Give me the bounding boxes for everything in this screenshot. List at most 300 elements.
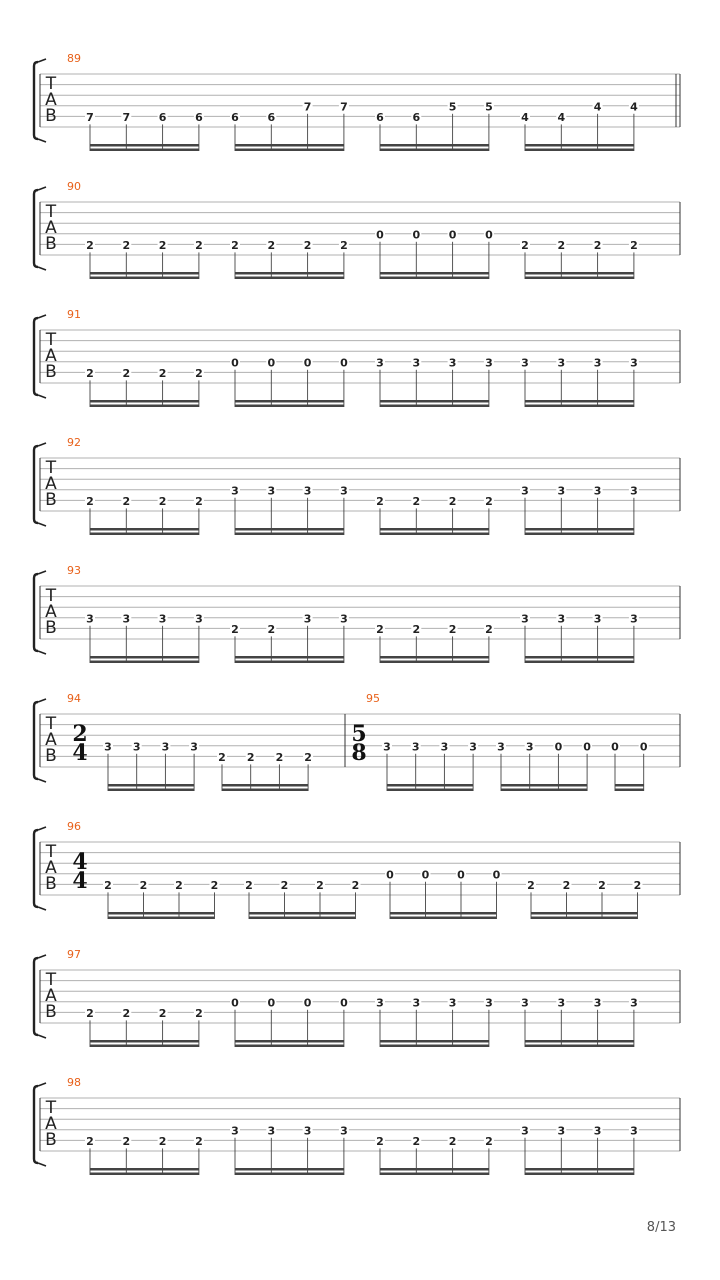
fret-number: 3	[412, 356, 421, 370]
fret-number: 2	[376, 494, 384, 508]
beam-primary	[615, 789, 644, 792]
system-bracket	[34, 574, 38, 651]
beam-primary	[380, 1173, 489, 1176]
bracket-top-hook	[38, 59, 46, 62]
beam-secondary	[525, 528, 634, 531]
beam-primary	[235, 661, 344, 664]
fret-number: 2	[158, 494, 167, 508]
tab-clef-letter: T	[45, 458, 57, 478]
tab-system	[34, 180, 680, 279]
beam-secondary	[235, 1168, 344, 1171]
bracket-bottom-hook	[38, 1163, 46, 1166]
measure-number: 94	[67, 692, 81, 705]
beam-primary	[235, 149, 344, 152]
tab-clef-letter: T	[45, 330, 57, 350]
fret-number: 2	[158, 1134, 167, 1148]
system-bracket	[34, 318, 38, 395]
system-bracket	[34, 1086, 38, 1163]
fret-number: 2	[158, 366, 167, 380]
tab-clef-letter: T	[45, 970, 57, 990]
fret-number: 7	[340, 100, 348, 114]
fret-number: 2	[562, 878, 571, 892]
fret-number: 3	[104, 740, 112, 754]
fret-number: 0	[492, 868, 501, 882]
fret-number: 6	[158, 110, 167, 124]
fret-number: 3	[557, 612, 566, 626]
time-signature-denominator: 4	[72, 868, 88, 894]
fret-number: 3	[521, 1124, 529, 1138]
beam-secondary	[90, 144, 199, 147]
tab-clef-letter: A	[45, 218, 57, 238]
beam-secondary	[90, 1040, 199, 1043]
bracket-top-hook	[38, 955, 46, 958]
fret-number: 3	[593, 1124, 602, 1138]
beam-primary	[380, 661, 489, 664]
bracket-top-hook	[38, 443, 46, 446]
fret-number: 3	[485, 996, 493, 1010]
fret-number: 2	[630, 238, 638, 252]
fret-number: 2	[231, 238, 239, 252]
fret-number: 3	[267, 484, 276, 498]
beam-primary	[90, 533, 199, 536]
bracket-top-hook	[38, 699, 46, 702]
tab-clef-letter: B	[45, 362, 57, 382]
beam-secondary	[90, 400, 199, 403]
fret-number: 0	[448, 228, 457, 242]
fret-number: 3	[630, 1124, 638, 1138]
beam-secondary	[615, 784, 644, 787]
fret-number: 0	[412, 228, 421, 242]
tab-clef-letter: B	[45, 490, 57, 510]
tab-clef-letter: B	[45, 618, 57, 638]
fret-number: 3	[448, 996, 457, 1010]
beam-secondary	[235, 1040, 344, 1043]
fret-number: 0	[303, 996, 312, 1010]
fret-number: 0	[267, 356, 276, 370]
fret-number: 2	[304, 750, 312, 764]
fret-number: 2	[340, 238, 348, 252]
tab-system	[34, 820, 680, 919]
fret-number: 3	[411, 740, 420, 754]
beam-secondary	[380, 656, 489, 659]
fret-number: 2	[412, 1134, 421, 1148]
fret-number: 2	[122, 494, 131, 508]
beam-primary	[390, 917, 497, 920]
beam-secondary	[380, 1168, 489, 1171]
fret-number: 2	[245, 878, 253, 892]
bracket-bottom-hook	[38, 523, 46, 526]
fret-number: 0	[485, 228, 493, 242]
fret-number: 4	[521, 110, 529, 124]
fret-number: 5	[448, 100, 457, 114]
tab-clef-letter: T	[45, 842, 57, 862]
beam-secondary	[380, 1040, 489, 1043]
bracket-bottom-hook	[38, 907, 46, 910]
beam-primary	[222, 789, 308, 792]
fret-number: 7	[122, 110, 131, 124]
fret-number: 2	[122, 1006, 131, 1020]
fret-number: 0	[421, 868, 430, 882]
fret-number: 0	[267, 996, 276, 1010]
beam-secondary	[531, 912, 638, 915]
fret-number: 2	[218, 750, 226, 764]
measure-number: 96	[67, 820, 81, 833]
tab-clef-letter: B	[45, 874, 57, 894]
fret-number: 2	[158, 1006, 167, 1020]
beam-primary	[380, 533, 489, 536]
tab-clef-letter: B	[45, 234, 57, 254]
beam-primary	[235, 533, 344, 536]
tab-clef-letter: T	[45, 202, 57, 222]
fret-number: 3	[340, 484, 348, 498]
fret-number: 0	[583, 740, 591, 754]
tab-system	[34, 1076, 680, 1175]
beam-primary	[525, 533, 634, 536]
fret-number: 3	[593, 484, 602, 498]
bracket-top-hook	[38, 571, 46, 574]
fret-number: 0	[639, 740, 648, 754]
fret-number: 2	[280, 878, 289, 892]
measure-number: 91	[67, 308, 81, 321]
beam-secondary	[525, 1168, 634, 1171]
fret-number: 2	[485, 622, 493, 636]
fret-number: 2	[104, 878, 112, 892]
page-number: 8/13	[646, 1220, 676, 1235]
fret-number: 2	[275, 750, 284, 764]
bracket-bottom-hook	[38, 139, 46, 142]
time-signature-numerator: 4	[72, 849, 88, 875]
beam-secondary	[380, 528, 489, 531]
tab-clef-letter: A	[45, 602, 57, 622]
beam-primary	[235, 405, 344, 408]
tab-clef-letter: A	[45, 346, 57, 366]
fret-number: 0	[303, 356, 312, 370]
tab-clef-letter: A	[45, 1114, 57, 1134]
system-bracket	[34, 830, 38, 907]
fret-number: 2	[175, 878, 183, 892]
beam-secondary	[222, 784, 308, 787]
fret-number: 3	[86, 612, 94, 626]
fret-number: 3	[593, 996, 602, 1010]
fret-number: 3	[190, 740, 198, 754]
fret-number: 2	[195, 366, 203, 380]
fret-number: 3	[231, 1124, 239, 1138]
fret-number: 0	[457, 868, 465, 882]
beam-secondary	[380, 400, 489, 403]
bracket-top-hook	[38, 315, 46, 318]
fret-number: 3	[303, 612, 312, 626]
fret-number: 2	[485, 1134, 493, 1148]
fret-number: 7	[303, 100, 312, 114]
time-signature-denominator: 8	[351, 740, 367, 766]
fret-number: 3	[412, 996, 421, 1010]
fret-number: 3	[231, 484, 239, 498]
fret-number: 2	[303, 238, 312, 252]
beam-secondary	[525, 144, 634, 147]
beam-primary	[90, 1173, 199, 1176]
beam-primary	[525, 661, 634, 664]
fret-number: 2	[86, 1134, 94, 1148]
tab-clef-letter: T	[45, 74, 57, 94]
system-bracket	[34, 190, 38, 267]
system-bracket	[34, 62, 38, 139]
tab-clef-letter: T	[45, 586, 57, 606]
beam-primary	[90, 405, 199, 408]
time-signature-numerator: 2	[72, 721, 88, 747]
measure-number: 97	[67, 948, 81, 961]
fret-number: 2	[412, 494, 421, 508]
fret-number: 6	[267, 110, 276, 124]
beam-secondary	[525, 272, 634, 275]
fret-number: 3	[630, 612, 638, 626]
fret-number: 3	[469, 740, 477, 754]
fret-number: 2	[527, 878, 535, 892]
fret-number: 3	[630, 356, 638, 370]
system-bracket	[34, 702, 38, 779]
system-bracket	[34, 446, 38, 523]
tab-system	[34, 436, 680, 535]
fret-number: 6	[231, 110, 239, 124]
beam-secondary	[380, 272, 489, 275]
beam-secondary	[90, 1168, 199, 1171]
measure-number: 95	[366, 692, 380, 705]
bracket-bottom-hook	[38, 651, 46, 654]
fret-number: 2	[267, 238, 276, 252]
fret-number: 2	[86, 366, 94, 380]
tab-clef-letter: B	[45, 106, 57, 126]
fret-number: 3	[158, 612, 167, 626]
tab-clef-letter: T	[45, 1098, 57, 1118]
fret-number: 3	[161, 740, 170, 754]
fret-number: 2	[195, 1134, 203, 1148]
fret-number: 2	[485, 494, 493, 508]
beam-secondary	[90, 528, 199, 531]
fret-number: 3	[557, 996, 566, 1010]
beam-secondary	[235, 144, 344, 147]
time-signature-denominator: 4	[72, 740, 88, 766]
tab-system	[34, 948, 680, 1047]
measure-number: 89	[67, 52, 81, 65]
fret-number: 2	[122, 238, 131, 252]
beam-secondary	[525, 656, 634, 659]
fret-number: 2	[158, 238, 167, 252]
beam-secondary	[501, 784, 587, 787]
bracket-top-hook	[38, 187, 46, 190]
fret-number: 4	[593, 100, 602, 114]
beam-secondary	[90, 272, 199, 275]
tab-clef-letter: B	[45, 1130, 57, 1150]
fret-number: 3	[497, 740, 505, 754]
time-signature-numerator: 5	[351, 721, 367, 747]
beam-secondary	[235, 400, 344, 403]
beam-primary	[525, 405, 634, 408]
fret-number: 3	[448, 356, 457, 370]
fret-number: 2	[598, 878, 606, 892]
fret-number: 0	[386, 868, 394, 882]
fret-number: 2	[557, 238, 566, 252]
fret-number: 3	[593, 356, 602, 370]
fret-number: 2	[448, 622, 457, 636]
measure-number: 93	[67, 564, 81, 577]
fret-number: 3	[521, 484, 529, 498]
bracket-top-hook	[38, 827, 46, 830]
fret-number: 2	[448, 1134, 457, 1148]
beam-primary	[380, 1045, 489, 1048]
bracket-bottom-hook	[38, 395, 46, 398]
fret-number: 2	[316, 878, 324, 892]
tab-clef-letter: T	[45, 714, 57, 734]
tab-system	[34, 564, 680, 663]
beam-secondary	[108, 784, 194, 787]
fret-number: 0	[376, 228, 384, 242]
fret-number: 0	[231, 356, 239, 370]
fret-number: 0	[340, 356, 348, 370]
fret-number: 3	[521, 612, 529, 626]
tab-system	[34, 308, 680, 407]
tab-clef-letter: A	[45, 730, 57, 750]
beam-secondary	[249, 912, 356, 915]
fret-number: 2	[122, 1134, 131, 1148]
fret-number: 2	[412, 622, 421, 636]
fret-number: 3	[557, 484, 566, 498]
fret-number: 3	[593, 612, 602, 626]
fret-number: 2	[633, 878, 642, 892]
beam-primary	[235, 1045, 344, 1048]
fret-number: 2	[448, 494, 457, 508]
beam-primary	[387, 789, 473, 792]
fret-number: 3	[376, 356, 384, 370]
beam-secondary	[390, 912, 497, 915]
fret-number: 3	[521, 356, 529, 370]
fret-number: 3	[340, 612, 348, 626]
fret-number: 2	[267, 622, 276, 636]
beam-primary	[90, 277, 199, 280]
bracket-bottom-hook	[38, 267, 46, 270]
fret-number: 2	[351, 878, 360, 892]
beam-primary	[380, 277, 489, 280]
fret-number: 6	[412, 110, 421, 124]
beam-secondary	[235, 272, 344, 275]
fret-number: 2	[86, 238, 94, 252]
tab-clef-letter: B	[45, 1002, 57, 1022]
beam-primary	[531, 917, 638, 920]
fret-number: 2	[376, 622, 384, 636]
fret-number: 3	[630, 996, 638, 1010]
fret-number: 2	[195, 494, 203, 508]
beam-primary	[249, 917, 356, 920]
fret-number: 0	[611, 740, 619, 754]
beam-primary	[380, 405, 489, 408]
fret-number: 3	[383, 740, 391, 754]
fret-number: 2	[210, 878, 219, 892]
beam-secondary	[108, 912, 215, 915]
fret-number: 3	[557, 356, 566, 370]
beam-primary	[525, 149, 634, 152]
measure-number: 98	[67, 1076, 81, 1089]
fret-number: 3	[557, 1124, 566, 1138]
fret-number: 0	[340, 996, 348, 1010]
beam-primary	[380, 149, 489, 152]
tab-system	[34, 692, 680, 791]
fret-number: 0	[554, 740, 563, 754]
fret-number: 7	[86, 110, 94, 124]
tab-clef-letter: A	[45, 858, 57, 878]
fret-number: 3	[340, 1124, 348, 1138]
beam-primary	[501, 789, 587, 792]
tab-system	[34, 52, 680, 151]
beam-secondary	[90, 656, 199, 659]
beam-primary	[525, 277, 634, 280]
fret-number: 2	[195, 1006, 203, 1020]
tab-clef-letter: A	[45, 90, 57, 110]
fret-number: 2	[139, 878, 148, 892]
fret-number: 2	[593, 238, 602, 252]
fret-number: 3	[521, 996, 529, 1010]
beam-primary	[525, 1045, 634, 1048]
tab-clef-letter: A	[45, 474, 57, 494]
fret-number: 2	[376, 1134, 384, 1148]
beam-primary	[235, 1173, 344, 1176]
system-bracket	[34, 958, 38, 1035]
measure-number: 90	[67, 180, 81, 193]
fret-number: 6	[376, 110, 384, 124]
fret-number: 3	[132, 740, 141, 754]
fret-number: 6	[195, 110, 203, 124]
beam-primary	[525, 1173, 634, 1176]
bracket-top-hook	[38, 1083, 46, 1086]
tab-clef-letter: A	[45, 986, 57, 1006]
fret-number: 2	[122, 366, 131, 380]
fret-number: 2	[195, 238, 203, 252]
tab-clef-letter: B	[45, 746, 57, 766]
fret-number: 3	[525, 740, 534, 754]
beam-secondary	[525, 400, 634, 403]
fret-number: 5	[485, 100, 493, 114]
fret-number: 2	[86, 1006, 94, 1020]
measure-number: 92	[67, 436, 81, 449]
fret-number: 3	[303, 1124, 312, 1138]
fret-number: 0	[231, 996, 239, 1010]
bracket-bottom-hook	[38, 779, 46, 782]
fret-number: 3	[440, 740, 449, 754]
fret-number: 4	[557, 110, 566, 124]
fret-number: 3	[195, 612, 203, 626]
beam-primary	[90, 661, 199, 664]
beam-secondary	[525, 1040, 634, 1043]
fret-number: 3	[485, 356, 493, 370]
fret-number: 3	[376, 996, 384, 1010]
fret-number: 4	[630, 100, 638, 114]
bracket-bottom-hook	[38, 1035, 46, 1038]
beam-secondary	[387, 784, 473, 787]
beam-secondary	[380, 144, 489, 147]
beam-primary	[90, 1045, 199, 1048]
beam-primary	[90, 149, 199, 152]
beam-primary	[108, 789, 194, 792]
fret-number: 2	[86, 494, 94, 508]
fret-number: 3	[267, 1124, 276, 1138]
fret-number: 2	[521, 238, 529, 252]
beam-secondary	[235, 656, 344, 659]
beam-primary	[235, 277, 344, 280]
fret-number: 3	[303, 484, 312, 498]
fret-number: 2	[231, 622, 239, 636]
beam-secondary	[235, 528, 344, 531]
fret-number: 3	[630, 484, 638, 498]
fret-number: 2	[246, 750, 255, 764]
beam-primary	[108, 917, 215, 920]
fret-number: 3	[122, 612, 131, 626]
